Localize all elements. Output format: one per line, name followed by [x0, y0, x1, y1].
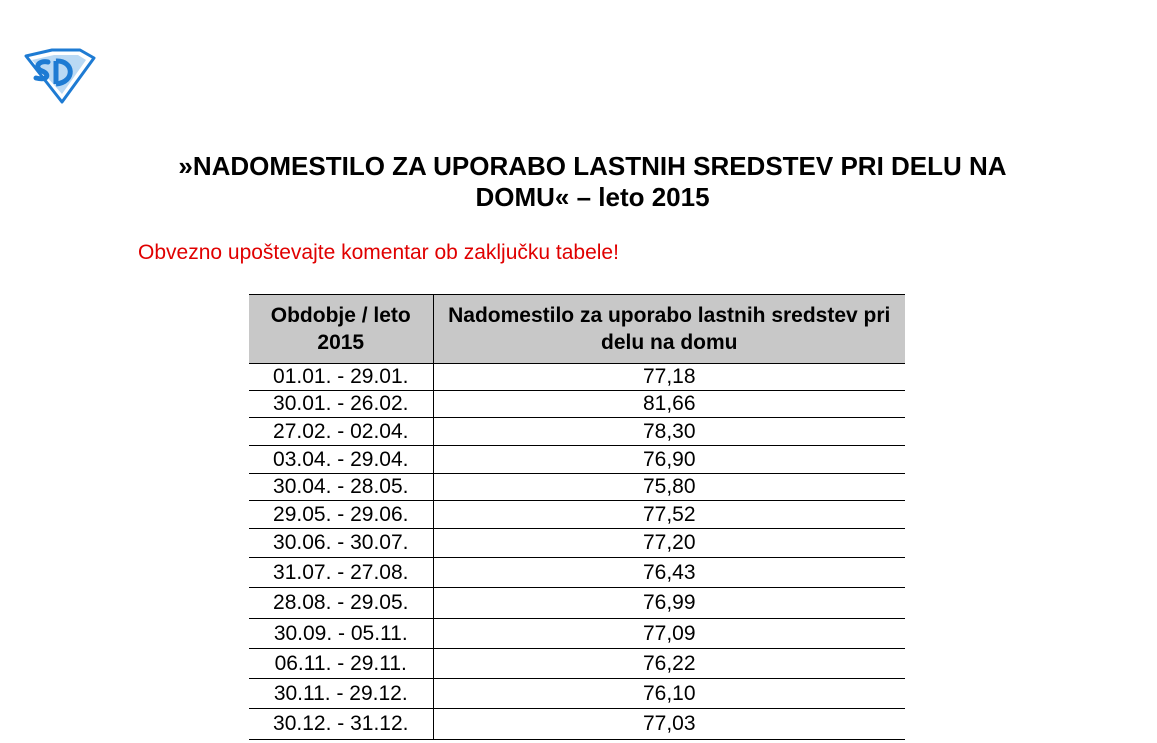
value-cell: 77,20	[433, 529, 905, 558]
period-cell: 30.06. - 30.07.	[249, 529, 433, 558]
value-cell: 76,10	[433, 679, 905, 709]
header-period: Obdobje / leto 2015	[249, 295, 433, 364]
table-header-row	[249, 295, 905, 364]
value-cell: 75,80	[433, 474, 905, 501]
table-row	[249, 474, 905, 501]
document-title	[140, 151, 1045, 213]
period-cell: 03.04. - 29.04.	[249, 446, 433, 474]
value-cell: 81,66	[433, 391, 905, 418]
value-cell: 77,18	[433, 364, 905, 391]
period-cell: 06.11. - 29.11.	[249, 649, 433, 679]
table-row	[249, 529, 905, 558]
period-cell: 30.12. - 31.12.	[249, 709, 433, 740]
period-cell: 30.04. - 28.05.	[249, 474, 433, 501]
header-value: Nadomestilo za uporabo lastnih sredstev pri delu na domu	[433, 295, 905, 364]
value-cell: 76,43	[433, 558, 905, 588]
period-cell: 30.09. - 05.11.	[249, 619, 433, 649]
period-cell: 30.01. - 26.02.	[249, 391, 433, 418]
value-cell: 76,90	[433, 446, 905, 474]
table-row	[249, 619, 905, 649]
title-line-2: DOMU« – leto 2015	[475, 182, 710, 212]
table-row	[249, 588, 905, 619]
period-cell: 28.08. - 29.05.	[249, 588, 433, 619]
period-cell: 29.05. - 29.06.	[249, 501, 433, 529]
period-cell: 30.11. - 29.12.	[249, 679, 433, 709]
table-row	[249, 418, 905, 446]
period-cell: 31.07. - 27.08.	[249, 558, 433, 588]
period-cell: 01.01. - 29.01.	[249, 364, 433, 391]
table-row	[249, 558, 905, 588]
value-cell: 77,03	[433, 709, 905, 740]
value-cell: 77,09	[433, 619, 905, 649]
table-row	[249, 364, 905, 391]
table-row	[249, 391, 905, 418]
shield-logo	[22, 48, 96, 104]
period-cell: 27.02. - 02.04.	[249, 418, 433, 446]
title-line-1: »NADOMESTILO ZA UPORABO LASTNIH SREDSTEV PRI DELU NA	[178, 151, 1007, 181]
value-cell: 76,99	[433, 588, 905, 619]
notice-text: Obvezno upoštevajte komentar ob zaključku tabele!	[138, 241, 619, 264]
table-row	[249, 446, 905, 474]
table-row	[249, 649, 905, 679]
table-row	[249, 501, 905, 529]
table-row	[249, 679, 905, 709]
rates-table	[249, 294, 905, 740]
table-row	[249, 709, 905, 740]
value-cell: 77,52	[433, 501, 905, 529]
value-cell: 78,30	[433, 418, 905, 446]
table-body	[249, 364, 905, 740]
value-cell: 76,22	[433, 649, 905, 679]
